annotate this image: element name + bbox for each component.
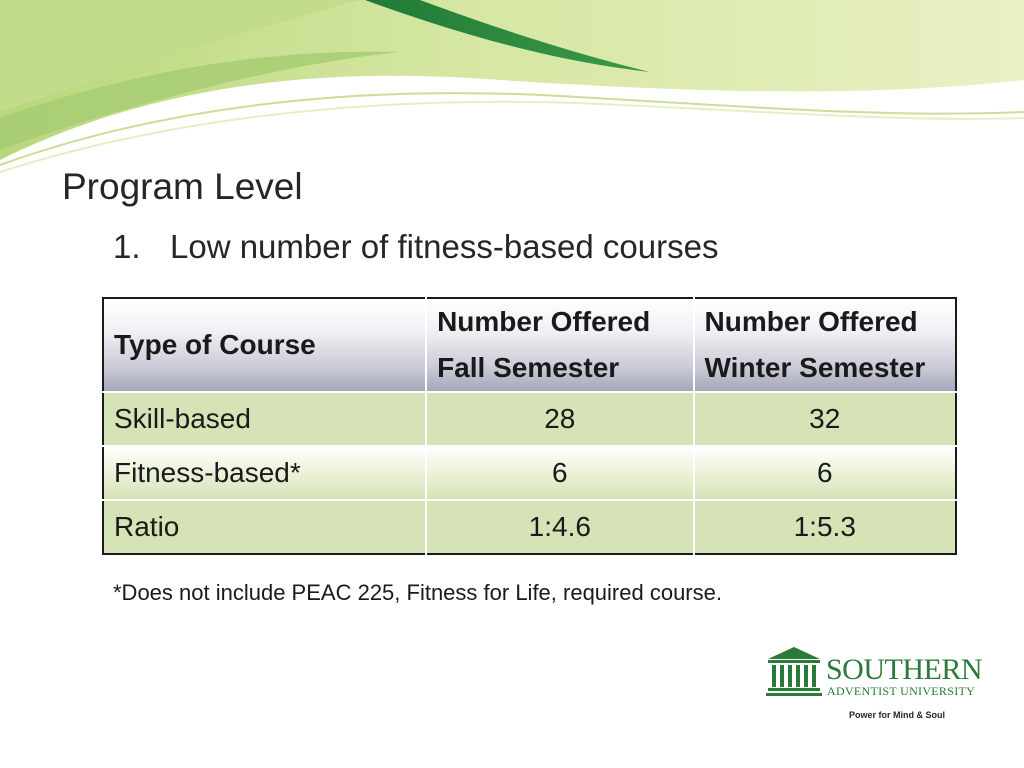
table-header-row — [103, 298, 956, 392]
bullet-text: Low number of fitness-based courses — [170, 228, 719, 265]
winter-value: 32 — [694, 392, 957, 446]
fall-value: 28 — [426, 392, 693, 446]
fall-value: 6 — [426, 446, 693, 500]
row-label: Ratio — [103, 500, 426, 554]
row-label: Skill-based — [103, 392, 426, 446]
header-winter-semester: Number Offered Winter Semester — [694, 298, 957, 392]
table-row — [103, 500, 956, 554]
building-columns-icon — [766, 645, 822, 697]
bullet-item — [113, 224, 718, 270]
table-row — [103, 446, 956, 500]
header-swoosh-decoration — [0, 0, 1024, 180]
table-row — [103, 392, 956, 446]
logo-subname: ADVENTIST UNIVERSITY — [827, 684, 976, 698]
winter-value: 1:5.3 — [694, 500, 957, 554]
header-fall-semester: Number Offered Fall Semester — [426, 298, 693, 392]
row-label: Fitness-based* — [103, 446, 426, 500]
courses-table — [102, 297, 957, 555]
winter-value: 6 — [694, 446, 957, 500]
slide-title: Program Level — [62, 166, 303, 207]
footnote: *Does not include PEAC 225, Fitness for Life, required course. — [113, 580, 722, 605]
bullet-number: 1. — [113, 228, 141, 265]
university-logo — [766, 643, 983, 723]
header-type-of-course: Type of Course — [103, 298, 426, 392]
logo-name: SOUTHERN — [826, 653, 983, 686]
fall-value: 1:4.6 — [426, 500, 693, 554]
logo-tagline: Power for Mind & Soul — [849, 710, 945, 720]
